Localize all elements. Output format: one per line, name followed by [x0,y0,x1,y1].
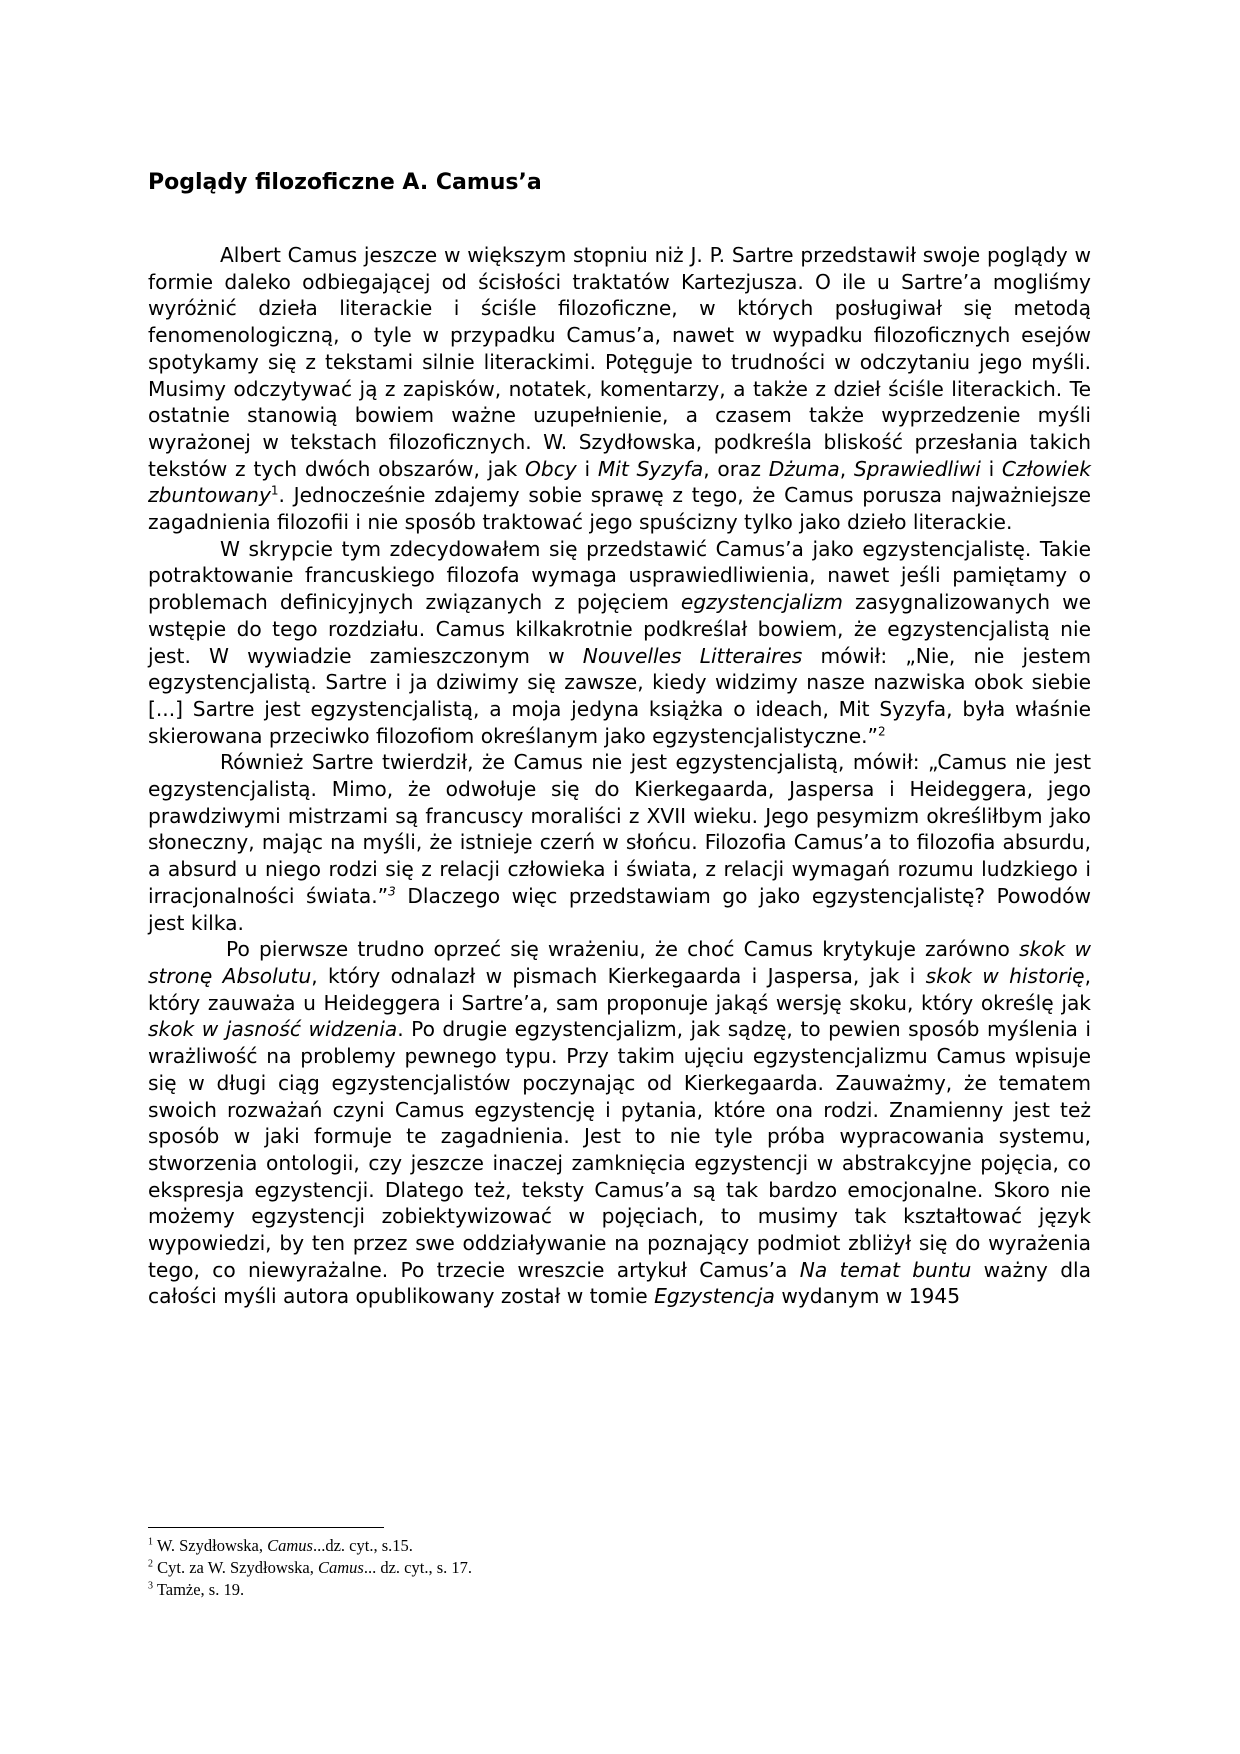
italic-text: Camus [318,1558,364,1577]
text-run: mówił: „Nie, nie jestem egzystencjalistą. Sartre i ja dziwimy się zawsze, kiedy widzimy nasze nazwiska obok siebie [...] Sartre jest egzystencjalistą, a moja jedyna książka o ideach, Mit Syzyfa, była właśnie skierowana przeciwko filozofiom określanym jako egzystencjalistyczne.” [148,643,1092,748]
text-run: Albert Camus jeszcze w większym stopniu niż J. P. Sartre przedstawił swoje poglądy w formie daleko odbiegającej od ścisłości traktatów Kartezjusza. O ile u Sartre’a mogliśmy wyróżnić dzieła literackie i ściśle filozoficzne, w których posługiwał się metodą fenomenologiczną, o tyle w przypadku Camus’a, nawet w wypadku filozoficznych esejów spotykamy się z tekstami silnie literackimi. Potęguje to trudności w odczytaniu jego myśli. Musimy odczytywać ją z zapisków, notatek, komentarzy, a także z dzieł ściśle literackich. Te ostatnie stanowią bowiem ważne uzupełnienie, a czasem także wyprzedzenie myśli wyrażonej w tekstach filozoficznych. W. Szydłowska, podkreśla bliskość przesłania takich tekstów z tych dwóch obszarów, jak [148,243,1091,481]
text-run: . Po drugie egzystencjalizm, jak sądzę, to pewien sposób myślenia i wrażliwość na problemy pewnego typu. Przy takim ujęciu egzystencjalizmu Camus wpisuje się w długi ciąg egzystencjalistów poczynając od Kierkegaarda. Zauważmy, że tematem swoich rozważań czyni Camus egzystencję i pytania, które ona rodzi. Znamienny jest też sposób w jaki formuje te zagadnienia. Jest to nie tyle próba wypracowania systemu, stworzenia ontologii, czy jeszcze inaczej zamknięcia egzystencji w abstrakcyjne pojęcia, co ekspresja egzystencji. Dlatego też, teksty Camus’a są tak bardzo emocjonalne. Skoro nie możemy egzystencji zobiektywizować w pojęciach, to musimy tak kształtować język wypowiedzi, by ten przez swe oddziaływanie na poznający podmiot zbliżył się do wyrażenia tego, co niewyrażalne. Po trzecie wreszcie artykuł Camus’a [148,1017,1092,1282]
italic-text: skok w historię [925,963,1085,988]
footnotes [148,1535,848,1601]
footnote [148,1557,848,1579]
text-run: Tamże, s. 19. [153,1580,245,1599]
footnote-reference: 3 [148,1580,153,1592]
italic-text: Nouvelles Litteraires [582,643,803,668]
body-paragraph [148,536,1091,750]
document-body [148,242,1091,1310]
text-run: ważny dla całości myśli autora opublikowany został w tomie [148,1257,1091,1309]
footnote-reference: 1 [148,1536,153,1548]
text-run: Po pierwsze trudno oprzeć się wrażeniu, że choć Camus krytykuje zarówno [226,937,1020,962]
text-run: W skrypcie tym zdecydowałem się przedstawić Camus’a jako egzystencjalistę. Takie potraktowanie francuskiego filozofa wymaga usprawiedliwienia, nawet jeśli pamiętamy o problemach definicyjnych związanych z pojęciem [148,536,1091,615]
text-run: Dlaczego więc przedstawiam go jako egzystencjalistę? Powodów jest kilka. [148,883,1091,935]
text-run: , który odnalazł w pismach Kierkegaarda i Jaspersa, jak i [311,963,926,988]
italic-text: Dżuma [768,456,840,481]
text-run: i [576,456,598,481]
italic-text: Camus [267,1536,313,1555]
italic-text: Obcy [525,456,577,481]
text-run: Cyt. za W. Szydłowska, [153,1558,318,1577]
text-run: ... dz. cyt., s. 17. [363,1558,472,1577]
footnote-reference: 2 [148,1558,153,1570]
text-run: , [839,456,854,481]
text-run: W. Szydłowska, [153,1536,268,1555]
text-run: . Jednocześnie zdajemy sobie sprawę z tego, że Camus porusza najważniejsze zagadnienia filozofii i nie sposób traktować jego spuścizny tylko jako dzieło literackie. [148,483,1091,535]
text-run: wydanym w 1945 [774,1284,961,1309]
italic-text: egzystencjalizm [680,590,843,615]
italic-text: Człowiek zbuntowany [148,456,1091,508]
text-run: zasygnalizowanych we wstępie do tego rozdziału. Camus kilkakrotnie podkreślał bowiem, że egzystencjalistą nie jest. W wywiadzie zamieszczonym w [148,590,1092,668]
italic-text: Sprawiedliwi [853,456,981,481]
text-run: ...dz. cyt., s.15. [312,1536,413,1555]
text-run: , oraz [703,456,769,481]
document-title: Poglądy filozoficzne A. Camus’a [148,170,542,195]
body-paragraph [148,936,1091,1310]
footnote-reference: 3 [388,884,396,899]
footnote [148,1579,848,1601]
italic-text: skok w jasność widzenia [148,1017,398,1042]
footnote-reference: 2 [878,723,886,738]
body-paragraph [148,242,1091,536]
text-run: i [980,456,1002,481]
footnote-reference: 1 [270,483,279,498]
italic-text: skok w stronę Absolutu [148,937,1091,988]
italic-text: Mit Syzyfa [597,456,704,481]
text-run: Również Sartre twierdził, że Camus nie jest egzystencjalistą, mówił: „Camus nie jest egzystencjalistą. Mimo, że odwołuje się do Kierkegaarda, Jaspersa i Heideggera, jego prawdziwymi mistrzami są francuscy moraliści z XVII wieku. Jego pesymizm określiłbym jako słoneczny, mając na myśli, że istnieje czerń w słońcu. Filozofia Camus’a to filozofia absurdu, a absurd u niego rodzi się z relacji człowieka i świata, z relacji wymagań rozumu ludzkiego i irracjonalności świata.” [148,750,1091,908]
italic-text: Na temat buntu [799,1257,972,1282]
italic-text: Egzystencja [654,1284,775,1309]
footnote [148,1535,848,1557]
body-paragraph [148,749,1091,936]
text-run: , który zauważa u Heideggera i Sartre’a, sam proponuje jakąś wersję skoku, który określę jak [148,963,1092,1015]
footnote-separator [148,1527,384,1528]
